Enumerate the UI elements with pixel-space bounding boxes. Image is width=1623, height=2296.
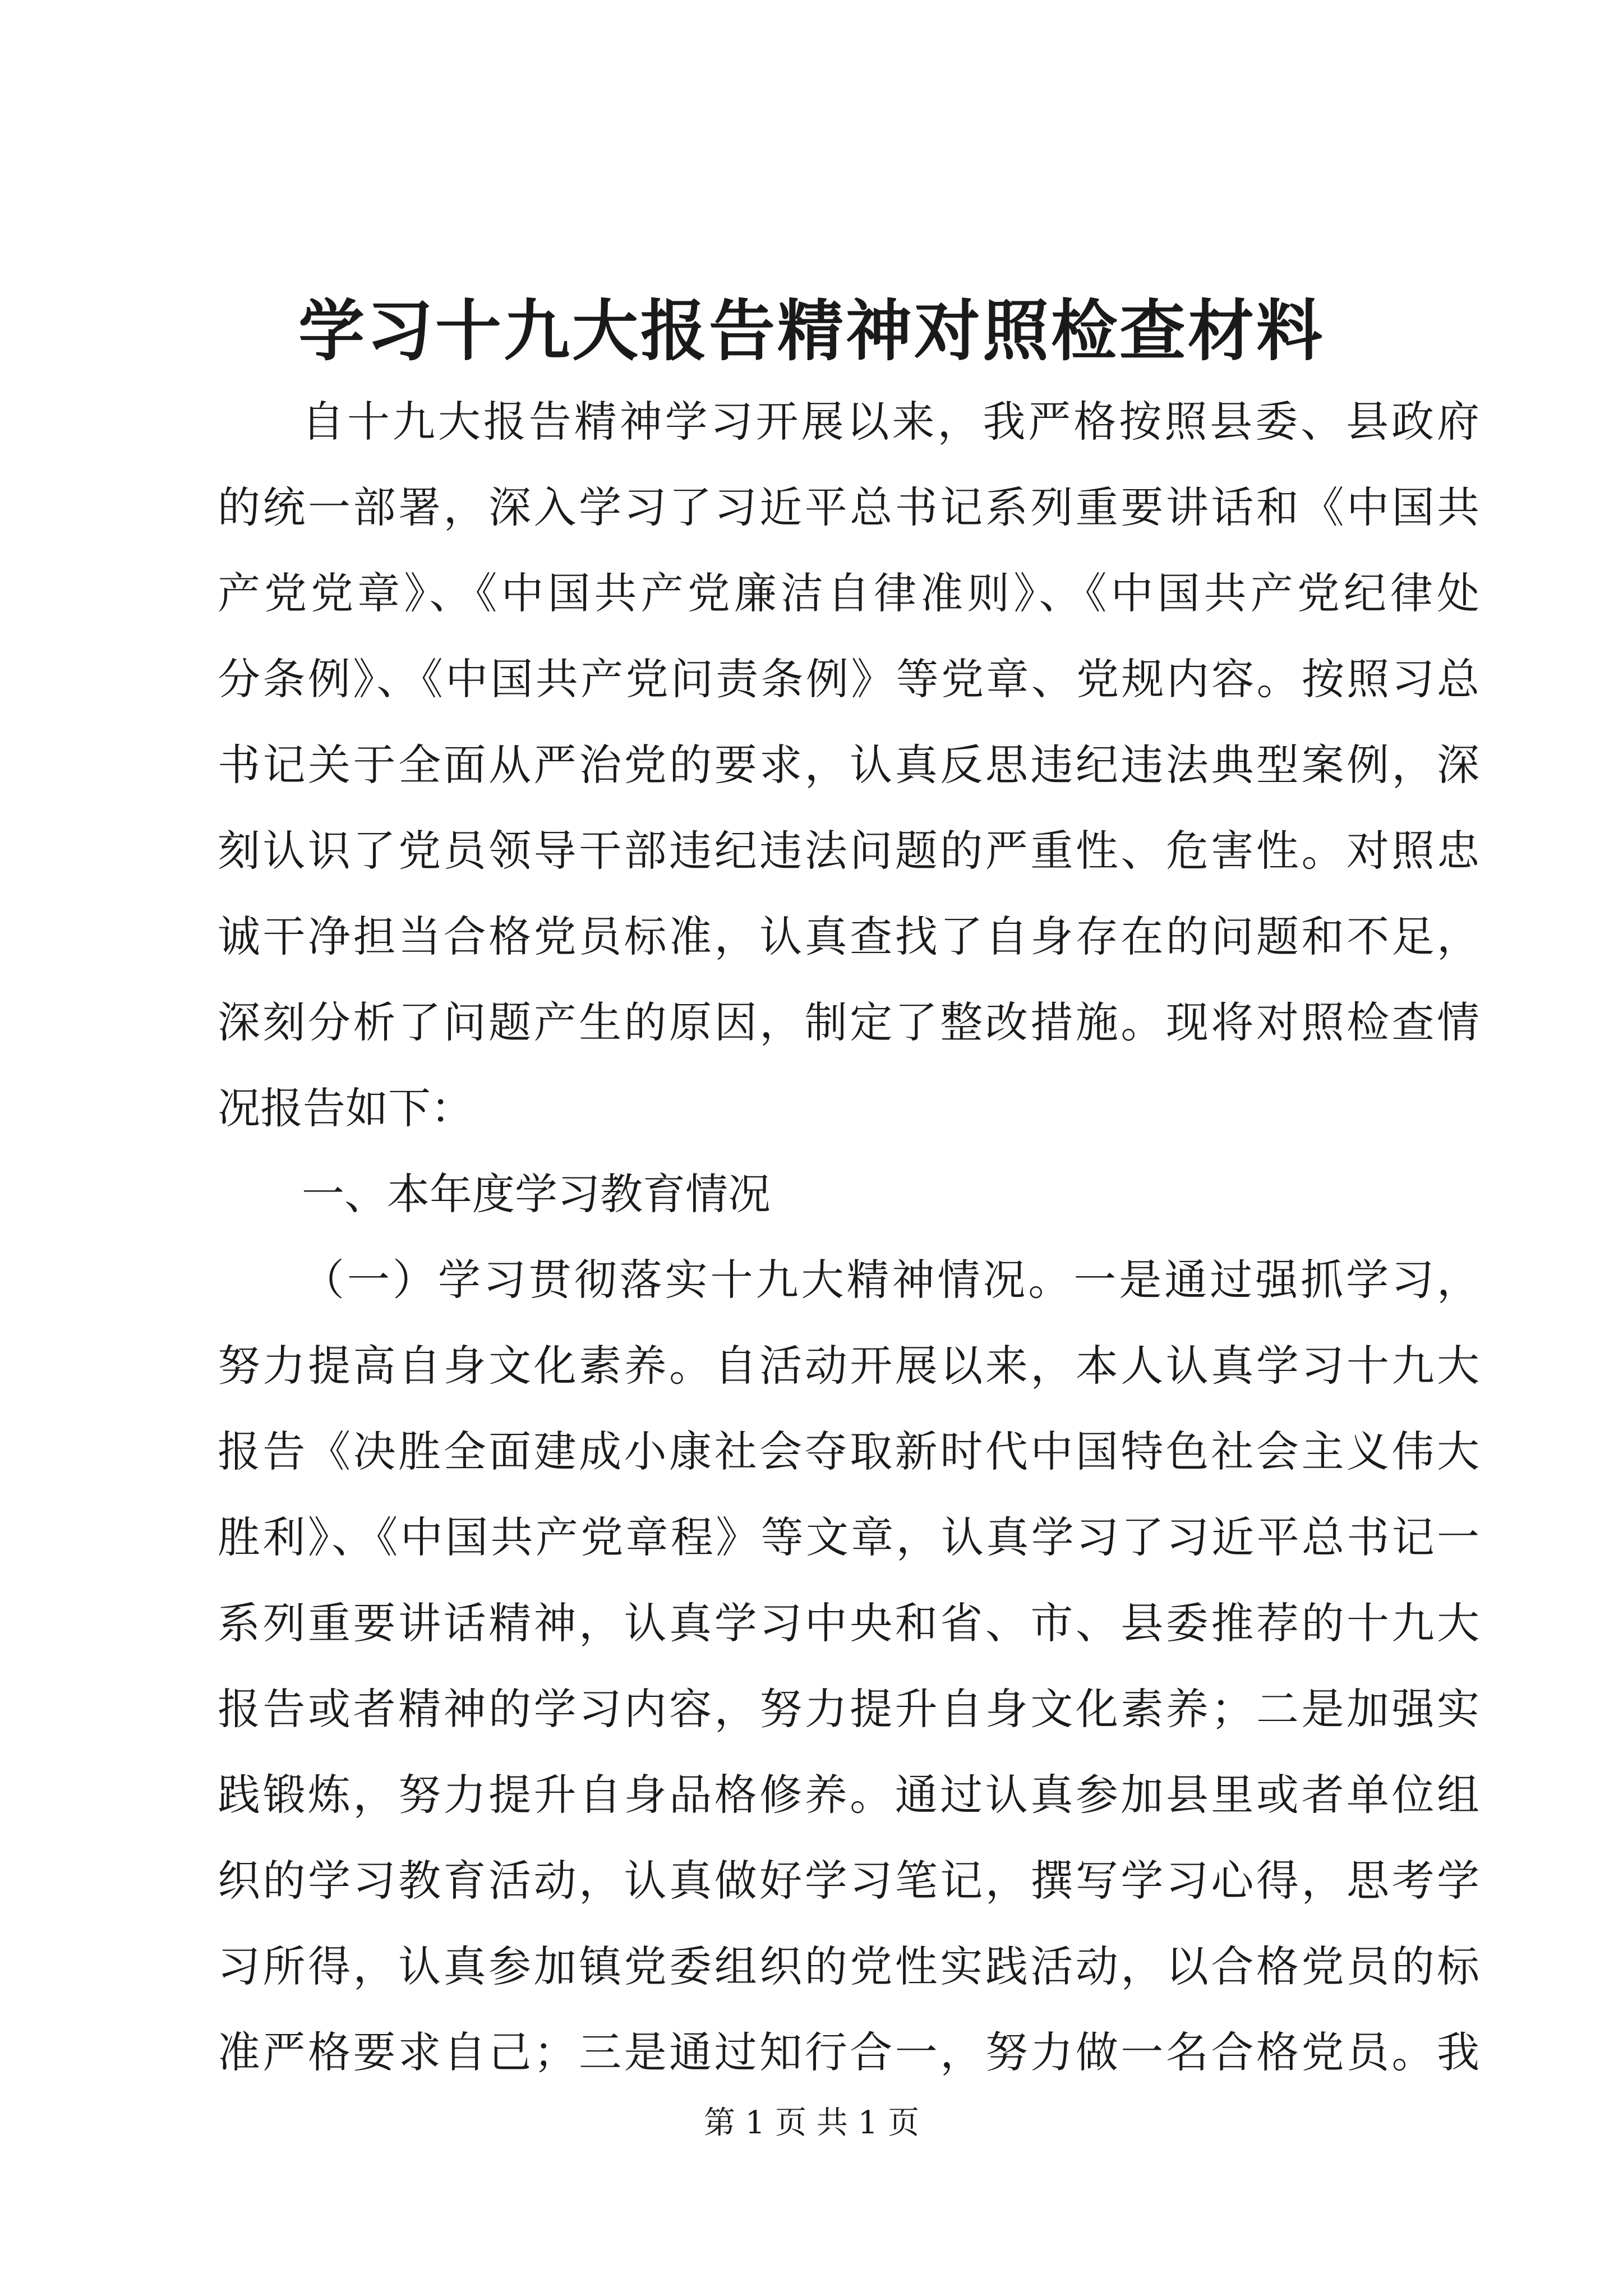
body-line: 准严格要求自己；三是通过知行合一，努力做一名合格党员。我 [218, 2027, 1479, 2077]
body-line: 况报告如下： [218, 1083, 473, 1133]
document-title: 学习十九大报告精神对照检查材料 [298, 292, 1325, 370]
body-line: 报告《决胜全面建成小康社会夺取新时代中国特色社会主义伟大 [218, 1427, 1479, 1476]
body-line: 产党党章》、《中国共产党廉洁自律准则》、《中国共产党纪律处 [218, 568, 1479, 618]
body-line: 的统一部署，深入学习了习近平总书记系列重要讲话和《中国共 [218, 482, 1479, 532]
body-line: （一）学习贯彻落实十九大精神情况。一是通过强抓学习， [302, 1255, 1479, 1305]
body-line: 习所得，认真参加镇党委组织的党性实践活动，以合格党员的标 [218, 1941, 1479, 1991]
page-footer: 第 1 页 共 1 页 [703, 2105, 920, 2141]
body-line: 践锻炼，努力提升自身品格修养。通过认真参加县里或者单位组 [218, 1770, 1479, 1820]
body-line: 分条例》、《中国共产党问责条例》等党章、党规内容。按照习总 [218, 654, 1479, 704]
body-line: 深刻分析了问题产生的原因，制定了整改措施。现将对照检查情 [218, 997, 1479, 1047]
body-line: 报告或者精神的学习内容，努力提升自身文化素养；二是加强实 [218, 1684, 1479, 1734]
body-line: 胜利》、《中国共产党章程》等文章，认真学习了习近平总书记一 [218, 1512, 1479, 1562]
body-line: 系列重要讲话精神，认真学习中央和省、市、县委推荐的十九大 [218, 1598, 1479, 1648]
section-heading: 一、本年度学习教育情况 [302, 1169, 771, 1219]
body-line: 织的学习教育活动，认真做好学习笔记，撰写学习心得，思考学 [218, 1856, 1479, 1906]
document-body [218, 379, 1479, 2095]
body-line: 诚干净担当合格党员标准，认真查找了自身存在的问题和不足， [218, 912, 1479, 961]
body-line: 自十九大报告精神学习开展以来，我严格按照县委、县政府 [302, 397, 1479, 447]
body-line: 刻认识了党员领导干部违纪违法问题的严重性、危害性。对照忠 [218, 826, 1479, 876]
body-line: 书记关于全面从严治党的要求，认真反思违纪违法典型案例，深 [218, 740, 1479, 790]
body-line: 努力提高自身文化素养。自活动开展以来，本人认真学习十九大 [218, 1341, 1479, 1391]
